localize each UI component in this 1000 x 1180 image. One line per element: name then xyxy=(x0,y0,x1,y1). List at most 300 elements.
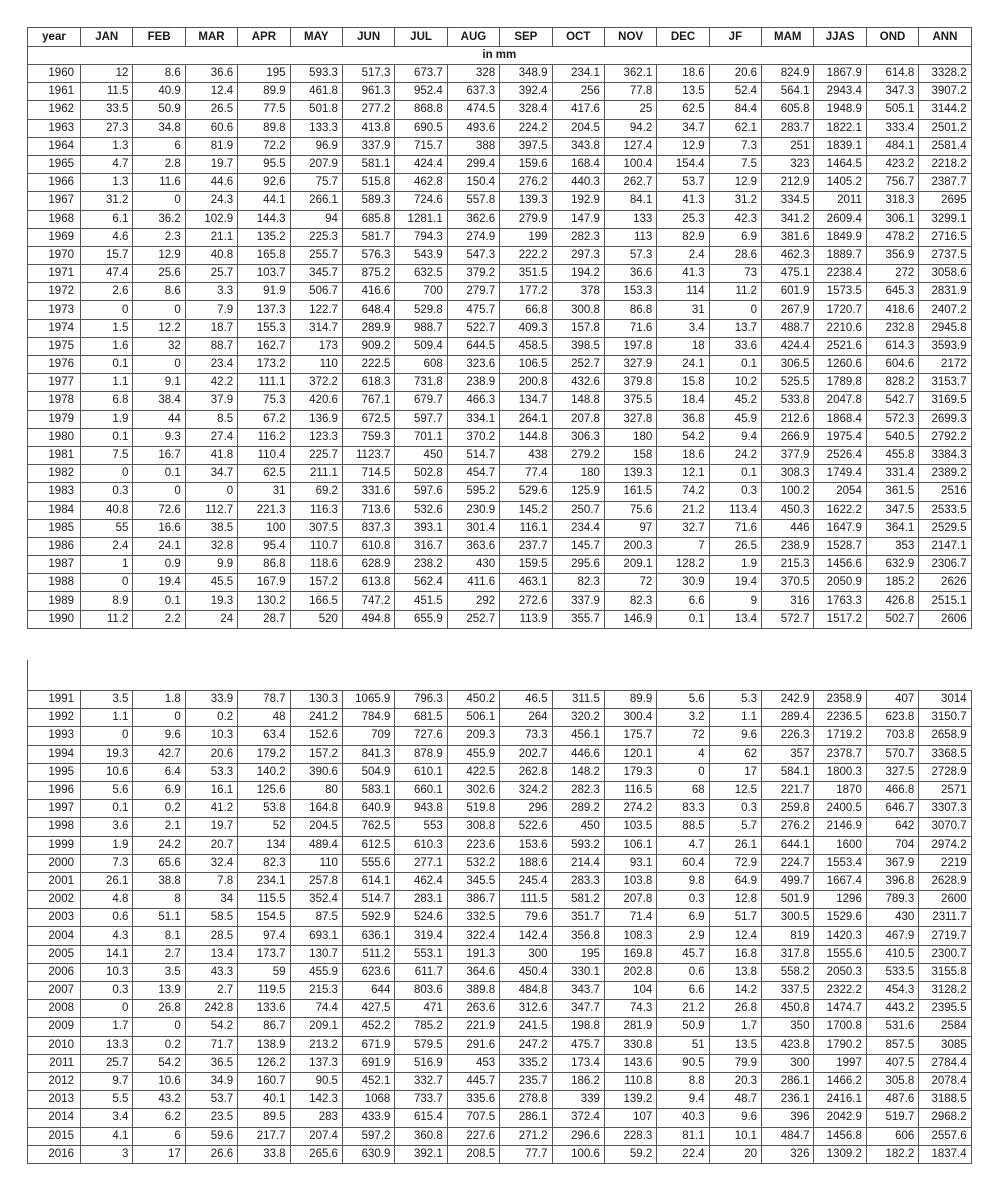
table-body-part2 xyxy=(28,691,972,1164)
value-cell-ann: 2533.5 xyxy=(919,501,971,519)
value-cell-mar: 112.7 xyxy=(185,501,237,519)
value-cell-mam: 266.9 xyxy=(762,428,814,446)
value-cell-may: 69.2 xyxy=(290,483,342,501)
value-cell-jul: 868.8 xyxy=(395,101,447,119)
value-cell-sep: 66.8 xyxy=(500,301,552,319)
value-cell-ond: 364.1 xyxy=(866,519,918,537)
value-cell-dec: 62.5 xyxy=(657,101,709,119)
value-cell-mam: 221.7 xyxy=(762,781,814,799)
value-cell-sep: 79.6 xyxy=(500,909,552,927)
value-cell-mar: 40.8 xyxy=(185,246,237,264)
table-row xyxy=(28,265,972,283)
value-cell-mam: 212.9 xyxy=(762,174,814,192)
value-cell-ann: 2628.9 xyxy=(919,872,971,890)
value-cell-feb: 11.6 xyxy=(133,174,185,192)
value-cell-mar: 24 xyxy=(185,610,237,628)
value-cell-jan: 0.1 xyxy=(81,428,133,446)
value-cell-mam: 316 xyxy=(762,592,814,610)
value-cell-ann: 2218.2 xyxy=(919,155,971,173)
value-cell-dec: 21.2 xyxy=(657,501,709,519)
value-cell-may: 314.7 xyxy=(290,319,342,337)
value-cell-jf: 45.9 xyxy=(709,410,761,428)
value-cell-dec: 114 xyxy=(657,283,709,301)
value-cell-oct: 282.3 xyxy=(552,228,604,246)
value-cell-oct: 581.2 xyxy=(552,891,604,909)
value-cell-jjas: 1790.2 xyxy=(814,1036,866,1054)
value-cell-apr: 28.7 xyxy=(238,610,290,628)
table-row xyxy=(28,909,972,927)
value-cell-mar: 43.3 xyxy=(185,963,237,981)
value-cell-nov: 274.2 xyxy=(604,800,656,818)
value-cell-ond: 604.6 xyxy=(866,356,918,374)
value-cell-sep: 200.8 xyxy=(500,374,552,392)
value-cell-ann: 2658.9 xyxy=(919,727,971,745)
value-cell-jan: 1.6 xyxy=(81,337,133,355)
year-cell: 1969 xyxy=(28,228,81,246)
value-cell-jf: 24.2 xyxy=(709,446,761,464)
value-cell-mam: 558.2 xyxy=(762,963,814,981)
value-cell-aug: 475.7 xyxy=(447,301,499,319)
value-cell-mar: 36.6 xyxy=(185,65,237,83)
value-cell-jf: 71.6 xyxy=(709,519,761,537)
value-cell-oct: 356.8 xyxy=(552,927,604,945)
value-cell-ond: 333.4 xyxy=(866,119,918,137)
value-cell-jul: 392.1 xyxy=(395,1145,447,1163)
value-cell-aug: 227.6 xyxy=(447,1127,499,1145)
table-row xyxy=(28,83,972,101)
value-cell-oct: 297.3 xyxy=(552,246,604,264)
value-cell-ann: 2695 xyxy=(919,192,971,210)
value-cell-feb: 9.6 xyxy=(133,727,185,745)
value-cell-oct: 283.3 xyxy=(552,872,604,890)
value-cell-sep: 144.8 xyxy=(500,428,552,446)
value-cell-mar: 41.8 xyxy=(185,446,237,464)
value-cell-ond: 614.3 xyxy=(866,337,918,355)
value-cell-may: 87.5 xyxy=(290,909,342,927)
table-row xyxy=(28,465,972,483)
value-cell-aug: 322.4 xyxy=(447,927,499,945)
value-cell-jan: 3.6 xyxy=(81,818,133,836)
table-row xyxy=(28,1054,972,1072)
year-cell: 1961 xyxy=(28,83,81,101)
value-cell-sep: 348.9 xyxy=(500,65,552,83)
value-cell-may: 501.8 xyxy=(290,101,342,119)
value-cell-jf: 28.6 xyxy=(709,246,761,264)
value-cell-sep: 245.4 xyxy=(500,872,552,890)
value-cell-jjas: 1749.4 xyxy=(814,465,866,483)
value-cell-jun: 709 xyxy=(342,727,394,745)
value-cell-mar: 32.4 xyxy=(185,854,237,872)
value-cell-may: 90.5 xyxy=(290,1072,342,1090)
value-cell-oct: 148.8 xyxy=(552,392,604,410)
value-cell-jjas: 1800.3 xyxy=(814,763,866,781)
value-cell-nov: 139.2 xyxy=(604,1091,656,1109)
value-cell-ann: 3150.7 xyxy=(919,709,971,727)
value-cell-may: 593.3 xyxy=(290,65,342,83)
value-cell-jan: 9.7 xyxy=(81,1072,133,1090)
value-cell-nov: 104 xyxy=(604,982,656,1000)
table-row xyxy=(28,927,972,945)
value-cell-ond: 623.8 xyxy=(866,709,918,727)
value-cell-dec: 21.2 xyxy=(657,1000,709,1018)
value-cell-jjas: 2050.3 xyxy=(814,963,866,981)
value-cell-sep: 438 xyxy=(500,446,552,464)
value-cell-sep: 199 xyxy=(500,228,552,246)
value-cell-oct: 145.7 xyxy=(552,537,604,555)
value-cell-jjas: 1466.2 xyxy=(814,1072,866,1090)
value-cell-dec: 36.8 xyxy=(657,410,709,428)
value-cell-jul: 952.4 xyxy=(395,83,447,101)
value-cell-jjas: 1720.7 xyxy=(814,301,866,319)
value-cell-mam: 488.7 xyxy=(762,319,814,337)
value-cell-jjas: 1849.9 xyxy=(814,228,866,246)
value-cell-jun: 511.2 xyxy=(342,945,394,963)
value-cell-jan: 0.6 xyxy=(81,909,133,927)
value-cell-mar: 59.6 xyxy=(185,1127,237,1145)
value-cell-jul: 611.7 xyxy=(395,963,447,981)
value-cell-jun: 337.9 xyxy=(342,137,394,155)
value-cell-jan: 3.4 xyxy=(81,1109,133,1127)
value-cell-apr: 167.9 xyxy=(238,574,290,592)
value-cell-dec: 2.9 xyxy=(657,927,709,945)
table-row xyxy=(28,65,972,83)
value-cell-may: 489.4 xyxy=(290,836,342,854)
value-cell-sep: 450.4 xyxy=(500,963,552,981)
value-cell-jul: 553.1 xyxy=(395,945,447,963)
value-cell-oct: 296.6 xyxy=(552,1127,604,1145)
value-cell-sep: 153.6 xyxy=(500,836,552,854)
value-cell-ond: 478.2 xyxy=(866,228,918,246)
value-cell-jjas: 2210.6 xyxy=(814,319,866,337)
column-header-jjas: JJAS xyxy=(814,28,866,47)
value-cell-nov: 153.3 xyxy=(604,283,656,301)
value-cell-oct: 355.7 xyxy=(552,610,604,628)
value-cell-jjas: 1948.9 xyxy=(814,101,866,119)
value-cell-feb: 38.8 xyxy=(133,872,185,890)
column-header-oct: OCT xyxy=(552,28,604,47)
value-cell-mam: 334.5 xyxy=(762,192,814,210)
value-cell-jan: 3.5 xyxy=(81,691,133,709)
value-cell-aug: 301.4 xyxy=(447,519,499,537)
value-cell-jf: 13.7 xyxy=(709,319,761,337)
value-cell-jan: 1.3 xyxy=(81,137,133,155)
value-cell-jf: 113.4 xyxy=(709,501,761,519)
table-row xyxy=(28,392,972,410)
value-cell-jjas: 1528.7 xyxy=(814,537,866,555)
value-cell-mam: 259.8 xyxy=(762,800,814,818)
value-cell-jan: 0.1 xyxy=(81,356,133,374)
value-cell-may: 215.3 xyxy=(290,982,342,1000)
value-cell-jjas: 1517.2 xyxy=(814,610,866,628)
value-cell-ond: 614.8 xyxy=(866,65,918,83)
value-cell-apr: 78.7 xyxy=(238,691,290,709)
value-cell-jjas: 2609.4 xyxy=(814,210,866,228)
value-cell-jf: 0 xyxy=(709,301,761,319)
value-cell-ond: 645.3 xyxy=(866,283,918,301)
value-cell-oct: 250.7 xyxy=(552,501,604,519)
value-cell-dec: 41.3 xyxy=(657,192,709,210)
value-cell-ond: 455.8 xyxy=(866,446,918,464)
value-cell-apr: 44.1 xyxy=(238,192,290,210)
value-cell-jun: 841.3 xyxy=(342,745,394,763)
value-cell-dec: 83.3 xyxy=(657,800,709,818)
value-cell-may: 204.5 xyxy=(290,818,342,836)
value-cell-may: 225.7 xyxy=(290,446,342,464)
year-cell: 1996 xyxy=(28,781,81,799)
value-cell-ann: 3014 xyxy=(919,691,971,709)
value-cell-ann: 2172 xyxy=(919,356,971,374)
value-cell-nov: 84.1 xyxy=(604,192,656,210)
value-cell-feb: 24.2 xyxy=(133,836,185,854)
year-cell: 1979 xyxy=(28,410,81,428)
value-cell-jjas: 2322.2 xyxy=(814,982,866,1000)
value-cell-may: 390.6 xyxy=(290,763,342,781)
value-cell-jun: 433.9 xyxy=(342,1109,394,1127)
value-cell-ann: 3155.8 xyxy=(919,963,971,981)
value-cell-jun: 583.1 xyxy=(342,781,394,799)
year-cell: 1970 xyxy=(28,246,81,264)
value-cell-dec: 6.6 xyxy=(657,982,709,1000)
value-cell-dec: 18.6 xyxy=(657,446,709,464)
value-cell-apr: 67.2 xyxy=(238,410,290,428)
value-cell-jan: 0.3 xyxy=(81,483,133,501)
value-cell-jjas: 2236.5 xyxy=(814,709,866,727)
value-cell-aug: 334.1 xyxy=(447,410,499,428)
value-cell-jjas: 2943.4 xyxy=(814,83,866,101)
value-cell-sep: 296 xyxy=(500,800,552,818)
value-cell-mam: 462.3 xyxy=(762,246,814,264)
value-cell-nov: 281.9 xyxy=(604,1018,656,1036)
value-cell-jul: 543.9 xyxy=(395,246,447,264)
value-cell-ond: 542.7 xyxy=(866,392,918,410)
value-cell-jan: 4.6 xyxy=(81,228,133,246)
value-cell-mar: 102.9 xyxy=(185,210,237,228)
value-cell-oct: 320.2 xyxy=(552,709,604,727)
value-cell-ond: 632.9 xyxy=(866,556,918,574)
value-cell-ond: 487.6 xyxy=(866,1091,918,1109)
value-cell-oct: 282.3 xyxy=(552,781,604,799)
year-cell: 1980 xyxy=(28,428,81,446)
value-cell-mam: 501.9 xyxy=(762,891,814,909)
value-cell-feb: 72.6 xyxy=(133,501,185,519)
value-cell-mam: 283.7 xyxy=(762,119,814,137)
value-cell-aug: 332.5 xyxy=(447,909,499,927)
value-cell-nov: 71.4 xyxy=(604,909,656,927)
year-cell: 1965 xyxy=(28,155,81,173)
value-cell-apr: 100 xyxy=(238,519,290,537)
table-row xyxy=(28,446,972,464)
table-row xyxy=(28,101,972,119)
year-cell: 2013 xyxy=(28,1091,81,1109)
value-cell-may: 122.7 xyxy=(290,301,342,319)
value-cell-jf: 64.9 xyxy=(709,872,761,890)
value-cell-feb: 42.7 xyxy=(133,745,185,763)
value-cell-jan: 0 xyxy=(81,301,133,319)
value-cell-apr: 110.4 xyxy=(238,446,290,464)
value-cell-feb: 43.2 xyxy=(133,1091,185,1109)
value-cell-jul: 451.5 xyxy=(395,592,447,610)
value-cell-jun: 517.3 xyxy=(342,65,394,83)
value-cell-jul: 727.6 xyxy=(395,727,447,745)
value-cell-mar: 25.7 xyxy=(185,265,237,283)
value-cell-jan: 14.1 xyxy=(81,945,133,963)
table-row xyxy=(28,691,972,709)
value-cell-jan: 2.4 xyxy=(81,537,133,555)
year-cell: 2010 xyxy=(28,1036,81,1054)
value-cell-jf: 0.1 xyxy=(709,356,761,374)
value-cell-mar: 38.5 xyxy=(185,519,237,537)
value-cell-ann: 2831.9 xyxy=(919,283,971,301)
value-cell-ann: 2792.2 xyxy=(919,428,971,446)
value-cell-jjas: 1867.9 xyxy=(814,65,866,83)
value-cell-mar: 33.9 xyxy=(185,691,237,709)
year-cell: 1998 xyxy=(28,818,81,836)
value-cell-jul: 803.6 xyxy=(395,982,447,1000)
value-cell-may: 257.8 xyxy=(290,872,342,890)
value-cell-mam: 499.7 xyxy=(762,872,814,890)
header-row xyxy=(28,28,972,47)
value-cell-ond: 540.5 xyxy=(866,428,918,446)
value-cell-ond: 410.5 xyxy=(866,945,918,963)
value-cell-jf: 20.3 xyxy=(709,1072,761,1090)
value-cell-ann: 3085 xyxy=(919,1036,971,1054)
value-cell-sep: 409.3 xyxy=(500,319,552,337)
value-cell-oct: 204.5 xyxy=(552,119,604,137)
value-cell-mam: 423.8 xyxy=(762,1036,814,1054)
value-cell-ond: 484.1 xyxy=(866,137,918,155)
value-cell-jul: 562.4 xyxy=(395,574,447,592)
value-cell-sep: 222.2 xyxy=(500,246,552,264)
year-cell: 1962 xyxy=(28,101,81,119)
value-cell-jun: 555.6 xyxy=(342,854,394,872)
value-cell-sep: 134.7 xyxy=(500,392,552,410)
value-cell-aug: 252.7 xyxy=(447,610,499,628)
value-cell-dec: 0.3 xyxy=(657,891,709,909)
value-cell-jf: 0.1 xyxy=(709,465,761,483)
value-cell-oct: 432.6 xyxy=(552,374,604,392)
value-cell-oct: 256 xyxy=(552,83,604,101)
value-cell-oct: 593.2 xyxy=(552,836,604,854)
value-cell-oct: 337.9 xyxy=(552,592,604,610)
value-cell-nov: 379.8 xyxy=(604,374,656,392)
value-cell-jun: 875.2 xyxy=(342,265,394,283)
year-cell: 1974 xyxy=(28,319,81,337)
column-header-may: MAY xyxy=(290,28,342,47)
value-cell-aug: 522.7 xyxy=(447,319,499,337)
value-cell-ond: 519.7 xyxy=(866,1109,918,1127)
value-cell-dec: 12.1 xyxy=(657,465,709,483)
value-cell-jf: 0.3 xyxy=(709,483,761,501)
value-cell-apr: 82.3 xyxy=(238,854,290,872)
table-row xyxy=(28,137,972,155)
value-cell-dec: 34.7 xyxy=(657,119,709,137)
column-header-nov: NOV xyxy=(604,28,656,47)
value-cell-feb: 9.3 xyxy=(133,428,185,446)
value-cell-ann: 2584 xyxy=(919,1018,971,1036)
value-cell-jf: 31.2 xyxy=(709,192,761,210)
value-cell-may: 173 xyxy=(290,337,342,355)
value-cell-feb: 2.3 xyxy=(133,228,185,246)
value-cell-apr: 77.5 xyxy=(238,101,290,119)
value-cell-jul: 615.4 xyxy=(395,1109,447,1127)
value-cell-ann: 2719.7 xyxy=(919,927,971,945)
year-cell: 2016 xyxy=(28,1145,81,1163)
value-cell-jun: 759.3 xyxy=(342,428,394,446)
value-cell-apr: 160.7 xyxy=(238,1072,290,1090)
value-cell-may: 213.2 xyxy=(290,1036,342,1054)
value-cell-jf: 13.8 xyxy=(709,963,761,981)
value-cell-sep: 397.5 xyxy=(500,137,552,155)
value-cell-dec: 15.8 xyxy=(657,374,709,392)
table-row xyxy=(28,891,972,909)
value-cell-jf: 72.9 xyxy=(709,854,761,872)
value-cell-dec: 54.2 xyxy=(657,428,709,446)
value-cell-jf: 26.1 xyxy=(709,836,761,854)
value-cell-mam: 100.2 xyxy=(762,483,814,501)
value-cell-mar: 28.5 xyxy=(185,927,237,945)
value-cell-jf: 12.9 xyxy=(709,174,761,192)
value-cell-may: 693.1 xyxy=(290,927,342,945)
value-cell-ann: 3144.2 xyxy=(919,101,971,119)
value-cell-sep: 484.8 xyxy=(500,982,552,1000)
value-cell-aug: 454.7 xyxy=(447,465,499,483)
value-cell-ond: 505.1 xyxy=(866,101,918,119)
value-cell-aug: 386.7 xyxy=(447,891,499,909)
value-cell-aug: 595.2 xyxy=(447,483,499,501)
value-cell-oct: 343.7 xyxy=(552,982,604,1000)
value-cell-aug: 532.2 xyxy=(447,854,499,872)
value-cell-jan: 0 xyxy=(81,465,133,483)
column-header-mam: MAM xyxy=(762,28,814,47)
value-cell-mar: 54.2 xyxy=(185,1018,237,1036)
value-cell-jf: 10.2 xyxy=(709,374,761,392)
value-cell-jf: 6.9 xyxy=(709,228,761,246)
value-cell-jul: 878.9 xyxy=(395,745,447,763)
value-cell-nov: 262.7 xyxy=(604,174,656,192)
value-cell-mar: 34.7 xyxy=(185,465,237,483)
value-cell-nov: 103.8 xyxy=(604,872,656,890)
value-cell-jun: 452.2 xyxy=(342,1018,394,1036)
value-cell-sep: 351.5 xyxy=(500,265,552,283)
value-cell-jjas: 1420.3 xyxy=(814,927,866,945)
value-cell-jjas: 1573.5 xyxy=(814,283,866,301)
value-cell-may: 520 xyxy=(290,610,342,628)
value-cell-jun: 623.6 xyxy=(342,963,394,981)
value-cell-ond: 756.7 xyxy=(866,174,918,192)
value-cell-oct: 252.7 xyxy=(552,356,604,374)
value-cell-oct: 456.1 xyxy=(552,727,604,745)
value-cell-jf: 26.8 xyxy=(709,1000,761,1018)
value-cell-aug: 514.7 xyxy=(447,446,499,464)
value-cell-dec: 0 xyxy=(657,763,709,781)
value-cell-may: 80 xyxy=(290,781,342,799)
value-cell-jul: 424.4 xyxy=(395,155,447,173)
value-cell-aug: 445.7 xyxy=(447,1072,499,1090)
value-cell-jul: 796.3 xyxy=(395,691,447,709)
value-cell-jjas: 1822.1 xyxy=(814,119,866,137)
value-cell-mar: 53.3 xyxy=(185,763,237,781)
year-cell: 1973 xyxy=(28,301,81,319)
value-cell-apr: 154.5 xyxy=(238,909,290,927)
value-cell-mam: 450.3 xyxy=(762,501,814,519)
value-cell-nov: 327.9 xyxy=(604,356,656,374)
value-cell-mar: 26.5 xyxy=(185,101,237,119)
value-cell-feb: 0.1 xyxy=(133,465,185,483)
value-cell-jan: 15.7 xyxy=(81,246,133,264)
value-cell-oct: 398.5 xyxy=(552,337,604,355)
value-cell-jjas: 1975.4 xyxy=(814,428,866,446)
value-cell-aug: 308.8 xyxy=(447,818,499,836)
